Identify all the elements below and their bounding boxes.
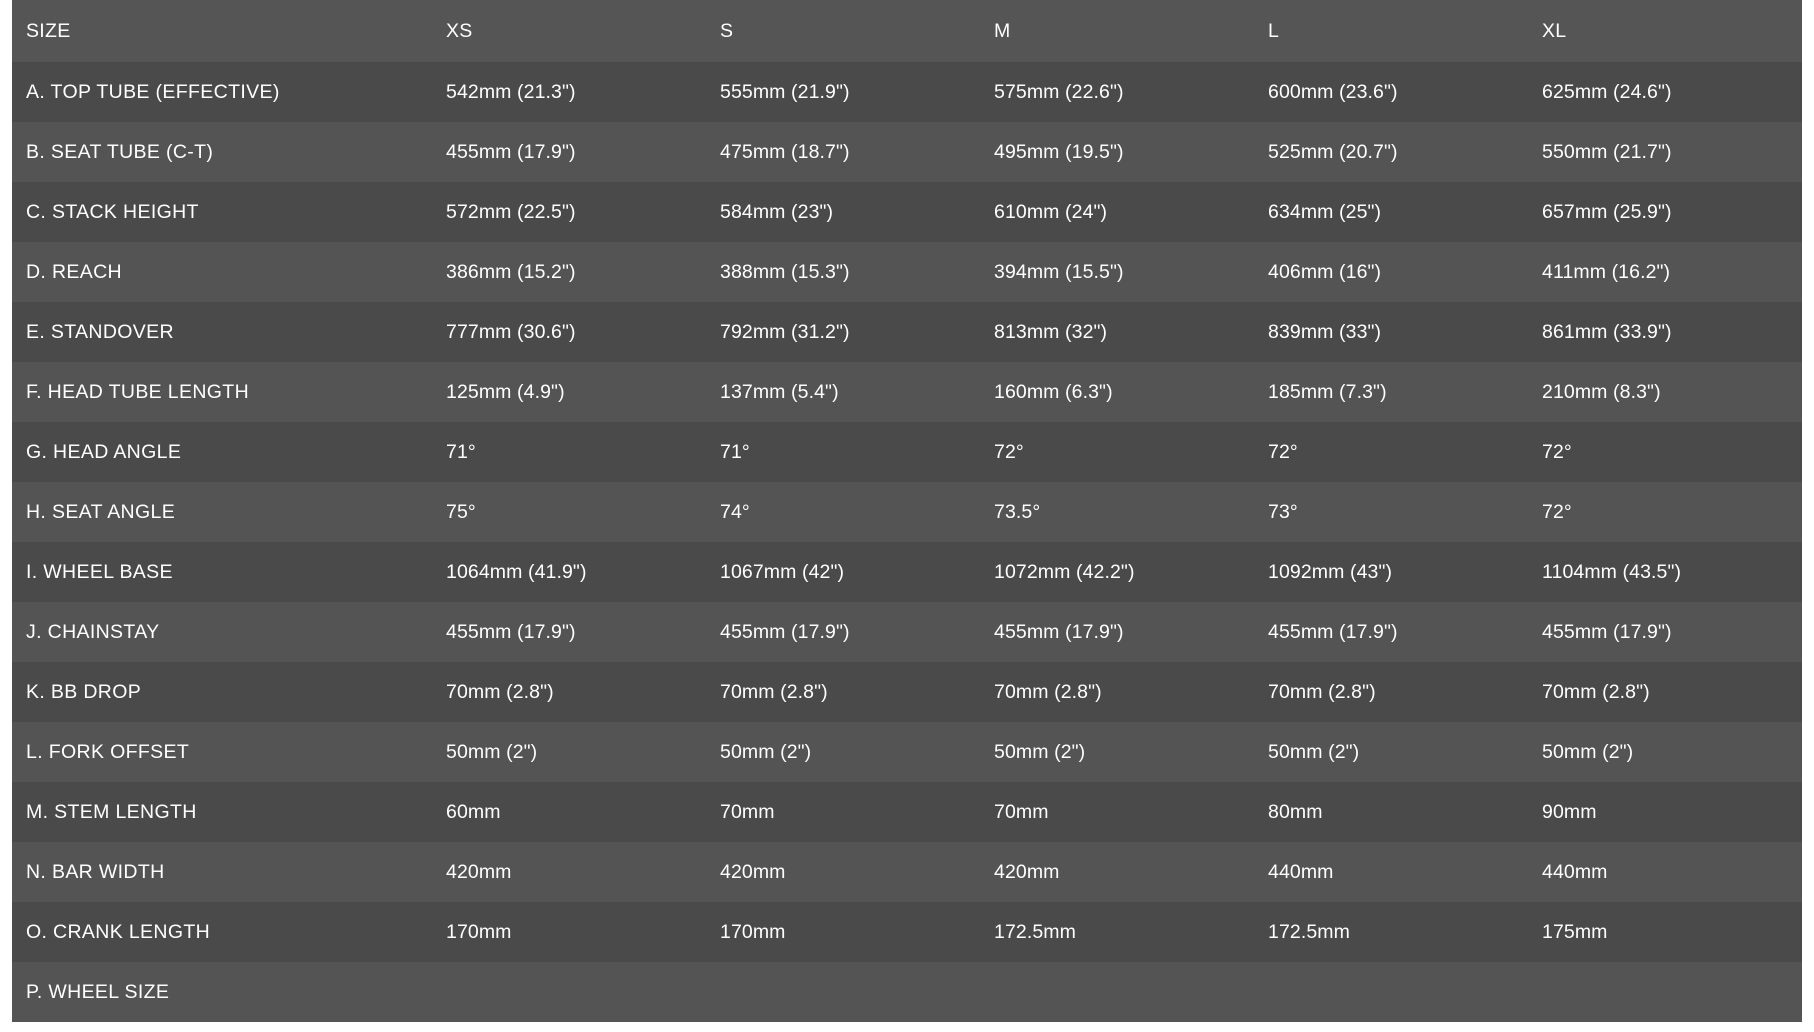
cell-xs: 70mm (2.8") xyxy=(432,662,706,722)
row-label: P. WHEEL SIZE xyxy=(12,962,432,1022)
cell-l: 50mm (2") xyxy=(1254,722,1528,782)
row-label: M. STEM LENGTH xyxy=(12,782,432,842)
cell-s: 70mm xyxy=(706,782,980,842)
cell-xl: 411mm (16.2") xyxy=(1528,242,1802,302)
table-row xyxy=(12,602,1802,662)
cell-s: 555mm (21.9") xyxy=(706,62,980,122)
cell-m: 813mm (32") xyxy=(980,302,1254,362)
table-row xyxy=(12,62,1802,122)
cell-s: 71° xyxy=(706,422,980,482)
cell-xs: 50mm (2") xyxy=(432,722,706,782)
cell-xs: 420mm xyxy=(432,842,706,902)
cell-xs: 386mm (15.2") xyxy=(432,242,706,302)
cell-l: 185mm (7.3") xyxy=(1254,362,1528,422)
cell-l: 600mm (23.6") xyxy=(1254,62,1528,122)
cell-xs: 125mm (4.9") xyxy=(432,362,706,422)
cell-m: 172.5mm xyxy=(980,902,1254,962)
cell-xs: 572mm (22.5") xyxy=(432,182,706,242)
cell-s: 792mm (31.2") xyxy=(706,302,980,362)
cell-m: 575mm (22.6") xyxy=(980,62,1254,122)
table-row xyxy=(12,662,1802,722)
row-label: G. HEAD ANGLE xyxy=(12,422,432,482)
row-label: H. SEAT ANGLE xyxy=(12,482,432,542)
table-row xyxy=(12,182,1802,242)
row-label: C. STACK HEIGHT xyxy=(12,182,432,242)
cell-xs: 455mm (17.9") xyxy=(432,602,706,662)
cell-xl: 175mm xyxy=(1528,902,1802,962)
cell-s: 74° xyxy=(706,482,980,542)
cell-s: 137mm (5.4") xyxy=(706,362,980,422)
table-row xyxy=(12,722,1802,782)
column-header-size: SIZE xyxy=(12,0,432,62)
cell-xl: 210mm (8.3") xyxy=(1528,362,1802,422)
cell-s xyxy=(706,962,980,1022)
cell-m: 50mm (2") xyxy=(980,722,1254,782)
cell-m: 394mm (15.5") xyxy=(980,242,1254,302)
cell-xs: 542mm (21.3") xyxy=(432,62,706,122)
cell-s: 70mm (2.8") xyxy=(706,662,980,722)
cell-xl: 550mm (21.7") xyxy=(1528,122,1802,182)
row-label: L. FORK OFFSET xyxy=(12,722,432,782)
cell-l: 839mm (33") xyxy=(1254,302,1528,362)
column-header-m: M xyxy=(980,0,1254,62)
row-label: K. BB DROP xyxy=(12,662,432,722)
table-row xyxy=(12,542,1802,602)
cell-xs: 60mm xyxy=(432,782,706,842)
cell-l: 73° xyxy=(1254,482,1528,542)
row-label: O. CRANK LENGTH xyxy=(12,902,432,962)
cell-s: 1067mm (42") xyxy=(706,542,980,602)
cell-xl: 861mm (33.9") xyxy=(1528,302,1802,362)
cell-l: 525mm (20.7") xyxy=(1254,122,1528,182)
cell-l xyxy=(1254,962,1528,1022)
row-label: A. TOP TUBE (EFFECTIVE) xyxy=(12,62,432,122)
table-row xyxy=(12,242,1802,302)
table-row xyxy=(12,122,1802,182)
cell-l: 1092mm (43") xyxy=(1254,542,1528,602)
table-row xyxy=(12,902,1802,962)
cell-xl: 625mm (24.6") xyxy=(1528,62,1802,122)
row-label: B. SEAT TUBE (C-T) xyxy=(12,122,432,182)
cell-l: 80mm xyxy=(1254,782,1528,842)
cell-s: 584mm (23") xyxy=(706,182,980,242)
cell-m: 1072mm (42.2") xyxy=(980,542,1254,602)
cell-xs: 75° xyxy=(432,482,706,542)
row-label: J. CHAINSTAY xyxy=(12,602,432,662)
cell-l: 72° xyxy=(1254,422,1528,482)
cell-m: 455mm (17.9") xyxy=(980,602,1254,662)
cell-m: 160mm (6.3") xyxy=(980,362,1254,422)
table-header xyxy=(12,0,1802,62)
cell-xl: 455mm (17.9") xyxy=(1528,602,1802,662)
cell-xl: 70mm (2.8") xyxy=(1528,662,1802,722)
cell-l: 634mm (25") xyxy=(1254,182,1528,242)
table-row xyxy=(12,422,1802,482)
cell-m: 72° xyxy=(980,422,1254,482)
column-header-s: S xyxy=(706,0,980,62)
table-body xyxy=(12,62,1802,1022)
cell-xs: 455mm (17.9") xyxy=(432,122,706,182)
cell-m xyxy=(980,962,1254,1022)
cell-m: 495mm (19.5") xyxy=(980,122,1254,182)
cell-xl: 1104mm (43.5") xyxy=(1528,542,1802,602)
cell-xs: 71° xyxy=(432,422,706,482)
geometry-table xyxy=(12,0,1802,1022)
row-label: D. REACH xyxy=(12,242,432,302)
cell-l: 455mm (17.9") xyxy=(1254,602,1528,662)
cell-s: 170mm xyxy=(706,902,980,962)
column-header-l: L xyxy=(1254,0,1528,62)
cell-xl: 72° xyxy=(1528,482,1802,542)
cell-xl: 72° xyxy=(1528,422,1802,482)
column-header-xl: XL xyxy=(1528,0,1802,62)
column-header-xs: XS xyxy=(432,0,706,62)
row-label: I. WHEEL BASE xyxy=(12,542,432,602)
cell-s: 420mm xyxy=(706,842,980,902)
cell-m: 610mm (24") xyxy=(980,182,1254,242)
cell-xl: 50mm (2") xyxy=(1528,722,1802,782)
cell-m: 73.5° xyxy=(980,482,1254,542)
cell-s: 475mm (18.7") xyxy=(706,122,980,182)
cell-xs: 777mm (30.6") xyxy=(432,302,706,362)
row-label: N. BAR WIDTH xyxy=(12,842,432,902)
row-label: F. HEAD TUBE LENGTH xyxy=(12,362,432,422)
cell-s: 50mm (2") xyxy=(706,722,980,782)
table-row xyxy=(12,302,1802,362)
cell-xs: 170mm xyxy=(432,902,706,962)
row-label: E. STANDOVER xyxy=(12,302,432,362)
cell-xl xyxy=(1528,962,1802,1022)
cell-xl: 657mm (25.9") xyxy=(1528,182,1802,242)
cell-xl: 90mm xyxy=(1528,782,1802,842)
cell-l: 406mm (16") xyxy=(1254,242,1528,302)
table-header-row xyxy=(12,0,1802,62)
cell-xs: 1064mm (41.9") xyxy=(432,542,706,602)
cell-s: 455mm (17.9") xyxy=(706,602,980,662)
table-row xyxy=(12,362,1802,422)
table-row xyxy=(12,482,1802,542)
cell-l: 440mm xyxy=(1254,842,1528,902)
cell-m: 70mm xyxy=(980,782,1254,842)
table-row xyxy=(12,842,1802,902)
table-row xyxy=(12,962,1802,1022)
cell-s: 388mm (15.3") xyxy=(706,242,980,302)
cell-m: 70mm (2.8") xyxy=(980,662,1254,722)
cell-l: 70mm (2.8") xyxy=(1254,662,1528,722)
cell-xl: 440mm xyxy=(1528,842,1802,902)
cell-xs xyxy=(432,962,706,1022)
cell-l: 172.5mm xyxy=(1254,902,1528,962)
cell-m: 420mm xyxy=(980,842,1254,902)
table-row xyxy=(12,782,1802,842)
